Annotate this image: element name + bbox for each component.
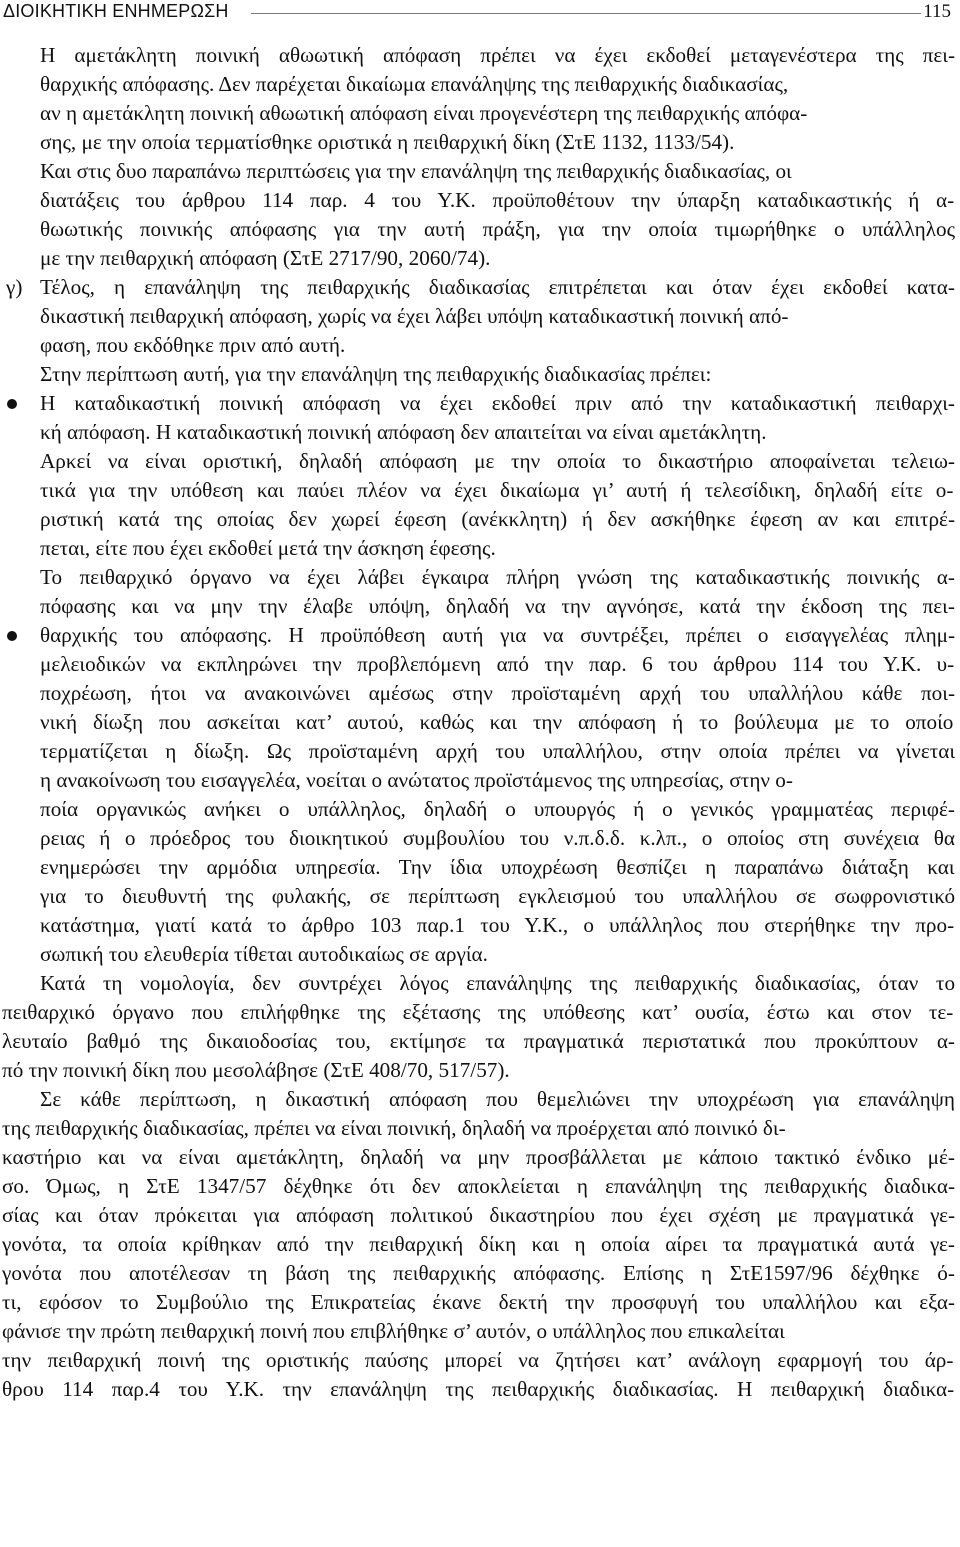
- running-header: [3, 0, 955, 26]
- text-line: Η καταδικαστική ποινική απόφαση να έχει εκδοθεί πριν από την καταδικαστική πειθαρχι-: [40, 391, 955, 415]
- text-line: με την πειθαρχική απόφαση (ΣτΕ 2717/90, 2060/74).: [40, 246, 491, 270]
- text-line: ενημερώσει την αρμόδια υπηρεσία. Την ίδια υποχρέωση θεσπίζει η παραπάνω διάταξη και: [40, 855, 955, 879]
- text-line: Κατά τη νομολογία, δεν συντρέχει λόγος επανάληψης της πειθαρχικής διαδικασίας, όταν το: [40, 971, 955, 995]
- text-line: για το διευθυντή της φυλακής, σε περίπτωση εγκλεισμού του υπαλλήλου σε σωφρονιστικό: [40, 884, 955, 908]
- text-line: πό την ποινική δίκη που μεσολάβησε (ΣτΕ 408/70, 517/57).: [2, 1058, 510, 1082]
- text-line: Και στις δυο παραπάνω περιπτώσεις για την επανάληψη της πειθαρχικής διαδικασίας, οι: [40, 159, 792, 183]
- text-line: κή απόφαση. Η καταδικαστική ποινική απόφαση δεν απαιτείται να είναι αμετάκλητη.: [40, 420, 767, 444]
- text-line: τι, εφόσον το Συμβούλιο της Επικρατείας έκανε δεκτή την προσφυγή του υπαλλήλου και εξα-: [2, 1290, 955, 1314]
- text-line: τικά για την υπόθεση και παύει πλέον να έχει δικαίωμα γι’ αυτή ή τελεσίδικη, δηλαδή είτε ο-: [40, 478, 954, 502]
- text-line: μελειοδικών να εκπληρώνει την προβλεπόμενη από την παρ. 6 του άρθρου 114 του Υ.Κ. υ-: [40, 652, 955, 676]
- text-line: την πειθαρχική ποινή της οριστικής παύσης μπορεί να ζητήσει κατ’ ανάλογη εφαρμογή του άρ-: [2, 1348, 954, 1372]
- text-line: κατάστημα, γιατί κατά το άρθρο 103 παρ.1 του Υ.Κ., ο υπάλληλος που στερήθηκε την προ-: [40, 913, 955, 937]
- item-marker-gamma: γ): [6, 275, 23, 299]
- text-line: σης, με την οποία τερματίσθηκε οριστικά η πειθαρχική δίκη (ΣτΕ 1132, 1133/54).: [40, 130, 735, 154]
- text-line: της πειθαρχικής διαδικασίας, πρέπει να είναι ποινική, δηλαδή να προέρχεται από ποινικό δι-: [2, 1116, 786, 1140]
- text-line: Η αμετάκλητη ποινική αθωωτική απόφαση πρέπει να έχει εκδοθεί μεταγενέστερα της πει-: [40, 43, 955, 67]
- text-line: ποχρέωση, ήτοι να ανακοινώνει αμέσως στην προϊσταμένη αρχή του υπαλλήλου κάθε ποι-: [40, 681, 955, 705]
- text-line: η ανακοίνωση του εισαγγελέα, νοείται ο ανώτατος προϊστάμενος της υπηρεσίας, στην ο-: [40, 768, 793, 792]
- text-line: καστήριο και να είναι αμετάκλητη, δηλαδή να μην προσβάλλεται με κάποιο τακτικό ένδικο μέ-: [2, 1145, 955, 1169]
- text-line: Το πειθαρχικό όργανο να έχει λάβει έγκαιρα πλήρη γνώση της καταδικαστικής ποινικής α-: [40, 565, 955, 589]
- text-line: θρου 114 παρ.4 του Υ.Κ. την επανάληψη της πειθαρχικής διαδικασίας. Η πειθαρχική διαδικα-: [2, 1377, 955, 1401]
- text-line: σίας και όταν πρόκειται για απόφαση πολιτικού δικαστηρίου που έχει σχέση με πραγματικά γε-: [2, 1203, 955, 1227]
- text-line: ριστική κατά της οποίας δεν χωρεί έφεση (ανέκκλητη) ή δεν ασκήθηκε έφεση αν και επιτρέ-: [40, 507, 955, 531]
- text-line: διατάξεις του άρθρου 114 παρ. 4 του Υ.Κ. προϋποθέτουν την ύπαρξη καταδικαστικής ή α-: [40, 188, 955, 212]
- text-line: Σε κάθε περίπτωση, η δικαστική απόφαση που θεμελιώνει την υποχρέωση για επανάληψη: [40, 1087, 955, 1111]
- text-line: πειθαρχικό όργανο που επιλήφθηκε της εξέτασης της υπόθεσης κατ’ ουσία, έστω και στον τε-: [2, 1000, 954, 1024]
- text-line: θαρχικής του απόφασης. Η προϋπόθεση αυτή για να συντρέξει, πρέπει ο εισαγγελέας πλημ-: [40, 623, 955, 647]
- text-line: αν η αμετάκλητη ποινική αθωωτική απόφαση είναι προγενέστερη της πειθαρχικής απόφα-: [40, 101, 808, 125]
- text-line: πόφασης και να μην την έλαβε υπόψη, δηλαδή να την αγνόησε, κατά την έκδοση της πει-: [40, 594, 955, 618]
- text-line: θαρχικής απόφασης. Δεν παρέχεται δικαίωμα επανάληψης της πειθαρχικής διαδικασίας,: [40, 72, 789, 96]
- text-line: πεται, είτε που έχει εκδοθεί μετά την άσκηση έφεσης.: [40, 536, 496, 560]
- text-line: ποία οργανικώς ανήκει ο υπάλληλος, δηλαδή ο υπουργός ή ο γενικός γραμματέας περιφέ-: [40, 797, 955, 821]
- text-line: γονότα που αποτέλεσαν τη βάση της πειθαρχικής απόφασης. Επίσης η ΣτΕ1597/96 δέχθηκε ό-: [2, 1261, 955, 1285]
- text-line: φαση, που εκδόθηκε πριν από αυτή.: [40, 333, 346, 357]
- text-line: γονότα, τα οποία κρίθηκαν από την πειθαρχική δίκη και η οποία αίρει τα πραγματικά αυτά γε-: [2, 1232, 955, 1256]
- bullet-icon: [7, 399, 17, 409]
- text-line: ρειας ή ο πρόεδρος του διοικητικού συμβουλίου του ν.π.δ.δ. κ.λπ., ο οποίος στη συνέχεια θα: [40, 826, 955, 850]
- header-title: ΔΙΟΙΚΗΤΙΚΗ ΕΝΗΜΕΡΩΣΗ: [3, 1, 229, 21]
- header-rule: [251, 13, 921, 14]
- text-line: Τέλος, η επανάληψη της πειθαρχικής διαδικασίας επιτρέπεται και όταν έχει εκδοθεί κατα-: [40, 275, 955, 299]
- text-line: σωπική του ελευθερία τίθεται αυτοδικαίως σε αργία.: [40, 942, 488, 966]
- bullet-icon: [7, 631, 17, 641]
- text-line: Αρκεί να είναι οριστική, δηλαδή απόφαση με την οποία το δικαστήριο αποφαίνεται τελειω-: [40, 449, 955, 473]
- text-line: θωωτικής ποινικής απόφασης για την αυτή πράξη, για την οποία τιμωρήθηκε ο υπάλληλος: [40, 217, 955, 241]
- page-number: 115: [923, 1, 951, 22]
- text-line: λευταίο βαθμό της δικαιοδοσίας του, εκτίμησε τα πραγματικά περιστατικά που προκύπτουν α-: [2, 1029, 955, 1053]
- text-line: νική δίωξη που ασκείται κατ’ αυτού, καθώς και την απόφαση ή το βούλευμα με το οποίο: [40, 710, 954, 734]
- text-line: Στην περίπτωση αυτή, για την επανάληψη της πειθαρχικής διαδικασίας πρέπει:: [40, 362, 712, 386]
- text-line: τερματίζεται η δίωξη. Ως προϊσταμένη αρχή του υπαλλήλου, στην οποία πρέπει να γίνεται: [40, 739, 955, 763]
- text-line: σο. Όμως, η ΣτΕ 1347/57 δέχθηκε ότι δεν αποκλείεται η επανάληψη της πειθαρχικής διαδικα-: [2, 1174, 955, 1198]
- text-line: φάνισε την πρώτη πειθαρχική ποινή που επιβλήθηκε σ’ αυτόν, ο υπάλληλος που επικαλείται: [2, 1319, 785, 1343]
- text-line: δικαστική πειθαρχική απόφαση, χωρίς να έχει λάβει υπόψη καταδικαστική ποινική από-: [40, 304, 789, 328]
